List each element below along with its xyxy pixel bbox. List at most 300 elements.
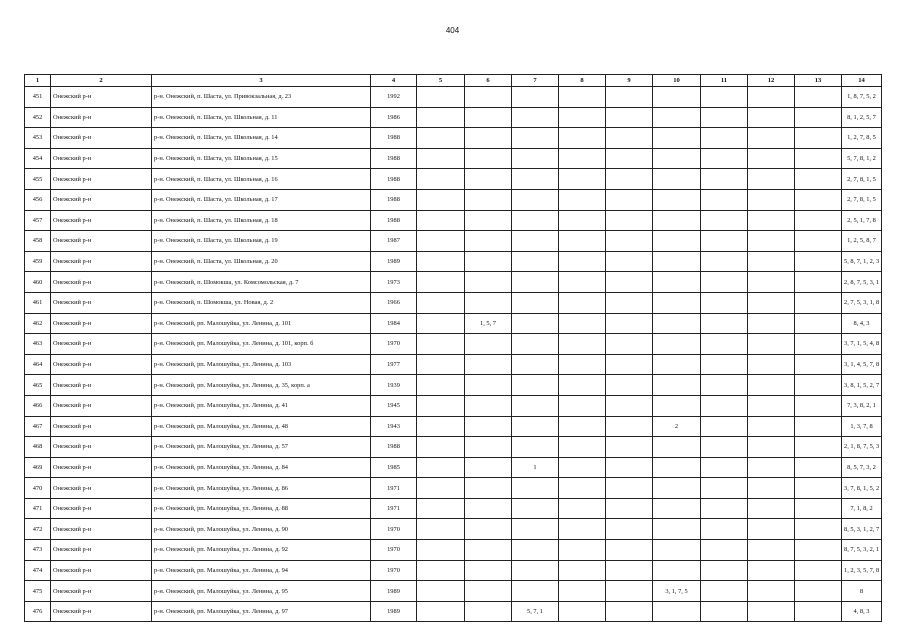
year-cell: 1987: [371, 231, 417, 252]
col6-cell: [465, 416, 512, 437]
table-row: [25, 519, 882, 540]
address-cell: р-н. Онежский, рп. Малошуйка, ул. Ленина, д. 35, корп. а: [152, 375, 371, 396]
address-cell: р-н. Онежский, п. Шаста, ул. Школьная, д. 18: [152, 210, 371, 231]
address-cell: р-н. Онежский, рп. Малошуйка, ул. Ленина, д. 57: [152, 437, 371, 458]
col5-cell: [417, 601, 465, 622]
address-cell: р-н. Онежский, п. Шаста, ул. Школьная, д. 11: [152, 107, 371, 128]
col12-cell: [748, 107, 795, 128]
col6-cell: 1, 5, 7: [465, 313, 512, 334]
address-cell: р-н. Онежский, рп. Малошуйка, ул. Ленина, д. 88: [152, 498, 371, 519]
year-cell: 1945: [371, 395, 417, 416]
col14-cell: 7, 3, 8, 2, 1: [842, 395, 882, 416]
year-cell: 1989: [371, 581, 417, 602]
col13-cell: [795, 601, 842, 622]
col7-cell: [512, 416, 559, 437]
col12-cell: [748, 313, 795, 334]
col13-cell: [795, 457, 842, 478]
col8-cell: [559, 189, 606, 210]
col14-cell: 8, 4, 3: [842, 313, 882, 334]
col8-cell: [559, 354, 606, 375]
district-cell: Онежский р-н: [51, 354, 152, 375]
table-row: [25, 560, 882, 581]
col14-cell: 5, 8, 7, 1, 2, 3: [842, 251, 882, 272]
row-number: 459: [25, 251, 51, 272]
col8-cell: [559, 313, 606, 334]
col7-cell: [512, 354, 559, 375]
col5-cell: [417, 375, 465, 396]
col11-cell: [701, 581, 748, 602]
col11-cell: [701, 334, 748, 355]
col7-cell: [512, 128, 559, 149]
col10-cell: [653, 540, 701, 561]
table-row: [25, 581, 882, 602]
col13-cell: [795, 416, 842, 437]
address-cell: р-н. Онежский, п. Шаста, ул. Школьная, д. 16: [152, 169, 371, 190]
table-row: [25, 210, 882, 231]
col6-cell: [465, 375, 512, 396]
col9-cell: [606, 210, 653, 231]
col5-cell: [417, 457, 465, 478]
col14-cell: 3, 7, 1, 5, 4, 8: [842, 334, 882, 355]
row-number: 471: [25, 498, 51, 519]
col10-cell: [653, 251, 701, 272]
address-cell: р-н. Онежский, п. Шаста, ул. Школьная, д. 17: [152, 189, 371, 210]
column-header-2: 2: [51, 75, 152, 87]
col13-cell: [795, 581, 842, 602]
col7-cell: [512, 169, 559, 190]
row-number: 455: [25, 169, 51, 190]
district-cell: Онежский р-н: [51, 313, 152, 334]
col6-cell: [465, 478, 512, 499]
column-header-5: 5: [417, 75, 465, 87]
col9-cell: [606, 437, 653, 458]
col11-cell: [701, 416, 748, 437]
district-cell: Онежский р-н: [51, 395, 152, 416]
col8-cell: [559, 272, 606, 293]
col13-cell: [795, 437, 842, 458]
table-row: [25, 169, 882, 190]
col7-cell: [512, 498, 559, 519]
col14-cell: 7, 1, 8, 2: [842, 498, 882, 519]
col11-cell: [701, 87, 748, 108]
col5-cell: [417, 581, 465, 602]
row-number: 464: [25, 354, 51, 375]
col14-cell: 8, 5, 3, 1, 2, 7: [842, 519, 882, 540]
col9-cell: [606, 354, 653, 375]
col10-cell: [653, 354, 701, 375]
col10-cell: [653, 498, 701, 519]
col13-cell: [795, 189, 842, 210]
col8-cell: [559, 87, 606, 108]
col6-cell: [465, 128, 512, 149]
col5-cell: [417, 354, 465, 375]
col11-cell: [701, 601, 748, 622]
col12-cell: [748, 148, 795, 169]
address-cell: р-н. Онежский, рп. Малошуйка, ул. Ленина, д. 101: [152, 313, 371, 334]
table-row: [25, 395, 882, 416]
col12-cell: [748, 478, 795, 499]
col11-cell: [701, 148, 748, 169]
col14-cell: 2, 8, 7, 5, 3, 1: [842, 272, 882, 293]
col12-cell: [748, 251, 795, 272]
col7-cell: [512, 189, 559, 210]
col14-cell: 1, 2, 5, 8, 7: [842, 231, 882, 252]
col9-cell: [606, 189, 653, 210]
col6-cell: [465, 272, 512, 293]
col12-cell: [748, 128, 795, 149]
col5-cell: [417, 416, 465, 437]
col11-cell: [701, 272, 748, 293]
col11-cell: [701, 395, 748, 416]
column-header-4: 4: [371, 75, 417, 87]
col9-cell: [606, 457, 653, 478]
col7-cell: [512, 334, 559, 355]
address-cell: р-н. Онежский, п. Шаста, ул. Школьная, д. 15: [152, 148, 371, 169]
col8-cell: [559, 581, 606, 602]
table-row: [25, 334, 882, 355]
col9-cell: [606, 251, 653, 272]
year-cell: 1992: [371, 87, 417, 108]
col7-cell: [512, 375, 559, 396]
col8-cell: [559, 560, 606, 581]
col11-cell: [701, 354, 748, 375]
year-cell: 1970: [371, 334, 417, 355]
year-cell: 1985: [371, 457, 417, 478]
col14-cell: 4, 8, 3: [842, 601, 882, 622]
col11-cell: [701, 313, 748, 334]
col11-cell: [701, 231, 748, 252]
col7-cell: [512, 519, 559, 540]
col10-cell: [653, 272, 701, 293]
col12-cell: [748, 601, 795, 622]
district-cell: Онежский р-н: [51, 457, 152, 478]
col9-cell: [606, 292, 653, 313]
col7-cell: [512, 107, 559, 128]
col9-cell: [606, 313, 653, 334]
year-cell: 1986: [371, 107, 417, 128]
table-row: [25, 313, 882, 334]
col9-cell: [606, 395, 653, 416]
col5-cell: [417, 231, 465, 252]
col9-cell: [606, 169, 653, 190]
col12-cell: [748, 437, 795, 458]
col11-cell: [701, 292, 748, 313]
address-cell: р-н. Онежский, п. Шомокша, ул. Новая, д. 2: [152, 292, 371, 313]
row-number: 472: [25, 519, 51, 540]
col5-cell: [417, 87, 465, 108]
address-cell: р-н. Онежский, рп. Малошуйка, ул. Ленина, д. 92: [152, 540, 371, 561]
col12-cell: [748, 210, 795, 231]
year-cell: 1989: [371, 251, 417, 272]
table-row: [25, 292, 882, 313]
district-cell: Онежский р-н: [51, 251, 152, 272]
address-cell: р-н. Онежский, п. Шаста, ул. Школьная, д. 20: [152, 251, 371, 272]
col6-cell: [465, 498, 512, 519]
col6-cell: [465, 519, 512, 540]
col11-cell: [701, 128, 748, 149]
row-number: 473: [25, 540, 51, 561]
col5-cell: [417, 519, 465, 540]
col6-cell: [465, 210, 512, 231]
col7-cell: 1: [512, 457, 559, 478]
year-cell: 1984: [371, 313, 417, 334]
table-row: [25, 375, 882, 396]
col14-cell: 3, 1, 4, 5, 7, 8: [842, 354, 882, 375]
district-cell: Онежский р-н: [51, 231, 152, 252]
address-cell: р-н. Онежский, рп. Малошуйка, ул. Ленина, д. 84: [152, 457, 371, 478]
col7-cell: [512, 560, 559, 581]
col14-cell: 8: [842, 581, 882, 602]
col8-cell: [559, 498, 606, 519]
address-cell: р-н. Онежский, п. Шаста, ул. Привокзальная, д. 23: [152, 87, 371, 108]
col7-cell: [512, 313, 559, 334]
col10-cell: [653, 375, 701, 396]
row-number: 475: [25, 581, 51, 602]
district-cell: Онежский р-н: [51, 169, 152, 190]
col13-cell: [795, 334, 842, 355]
col12-cell: [748, 395, 795, 416]
district-cell: Онежский р-н: [51, 478, 152, 499]
col14-cell: 2, 7, 8, 1, 5: [842, 189, 882, 210]
col13-cell: [795, 148, 842, 169]
col6-cell: [465, 395, 512, 416]
col12-cell: [748, 581, 795, 602]
column-header-8: 8: [559, 75, 606, 87]
col14-cell: 5, 7, 8, 1, 2: [842, 148, 882, 169]
col11-cell: [701, 189, 748, 210]
col8-cell: [559, 437, 606, 458]
col13-cell: [795, 313, 842, 334]
col5-cell: [417, 272, 465, 293]
col10-cell: [653, 519, 701, 540]
col12-cell: [748, 334, 795, 355]
col10-cell: [653, 313, 701, 334]
col14-cell: 3, 7, 8, 1, 5, 2: [842, 478, 882, 499]
col5-cell: [417, 251, 465, 272]
col7-cell: 5, 7, 1: [512, 601, 559, 622]
row-number: 458: [25, 231, 51, 252]
address-cell: р-н. Онежский, рп. Малошуйка, ул. Ленина, д. 86: [152, 478, 371, 499]
col12-cell: [748, 231, 795, 252]
col10-cell: [653, 87, 701, 108]
table-row: [25, 128, 882, 149]
year-cell: 1970: [371, 519, 417, 540]
row-number: 466: [25, 395, 51, 416]
column-header-14: 14: [842, 75, 882, 87]
col7-cell: [512, 292, 559, 313]
col9-cell: [606, 498, 653, 519]
col10-cell: [653, 601, 701, 622]
table-row: [25, 354, 882, 375]
col7-cell: [512, 148, 559, 169]
col5-cell: [417, 169, 465, 190]
col13-cell: [795, 478, 842, 499]
col11-cell: [701, 519, 748, 540]
table-row: [25, 437, 882, 458]
col11-cell: [701, 478, 748, 499]
table-row: [25, 231, 882, 252]
year-cell: 1977: [371, 354, 417, 375]
col12-cell: [748, 292, 795, 313]
col13-cell: [795, 87, 842, 108]
address-cell: р-н. Онежский, рп. Малошуйка, ул. Ленина, д. 41: [152, 395, 371, 416]
address-cell: р-н. Онежский, п. Шаста, ул. Школьная, д. 14: [152, 128, 371, 149]
row-number: 454: [25, 148, 51, 169]
col5-cell: [417, 478, 465, 499]
col6-cell: [465, 437, 512, 458]
col9-cell: [606, 519, 653, 540]
row-number: 460: [25, 272, 51, 293]
col5-cell: [417, 107, 465, 128]
col12-cell: [748, 416, 795, 437]
row-number: 461: [25, 292, 51, 313]
col14-cell: 8, 5, 7, 3, 2: [842, 457, 882, 478]
col8-cell: [559, 334, 606, 355]
col9-cell: [606, 231, 653, 252]
col5-cell: [417, 334, 465, 355]
col6-cell: [465, 354, 512, 375]
address-cell: р-н. Онежский, рп. Малошуйка, ул. Ленина, д. 90: [152, 519, 371, 540]
district-cell: Онежский р-н: [51, 601, 152, 622]
col5-cell: [417, 148, 465, 169]
address-cell: р-н. Онежский, рп. Малошуйка, ул. Ленина, д. 97: [152, 601, 371, 622]
col9-cell: [606, 478, 653, 499]
year-cell: 1988: [371, 210, 417, 231]
col13-cell: [795, 354, 842, 375]
row-number: 456: [25, 189, 51, 210]
col6-cell: [465, 581, 512, 602]
col12-cell: [748, 189, 795, 210]
col8-cell: [559, 210, 606, 231]
col8-cell: [559, 478, 606, 499]
col6-cell: [465, 107, 512, 128]
district-cell: Онежский р-н: [51, 375, 152, 396]
table-row: [25, 107, 882, 128]
col9-cell: [606, 334, 653, 355]
table-row: [25, 251, 882, 272]
col11-cell: [701, 498, 748, 519]
district-cell: Онежский р-н: [51, 292, 152, 313]
district-cell: Онежский р-н: [51, 148, 152, 169]
col5-cell: [417, 128, 465, 149]
col10-cell: [653, 395, 701, 416]
table-row: [25, 416, 882, 437]
col14-cell: 8, 1, 2, 5, 7: [842, 107, 882, 128]
year-cell: 1973: [371, 272, 417, 293]
col9-cell: [606, 601, 653, 622]
column-header-9: 9: [606, 75, 653, 87]
col8-cell: [559, 292, 606, 313]
year-cell: 1939: [371, 375, 417, 396]
year-cell: 1989: [371, 601, 417, 622]
table-row: [25, 498, 882, 519]
col8-cell: [559, 169, 606, 190]
year-cell: 1943: [371, 416, 417, 437]
col5-cell: [417, 560, 465, 581]
col13-cell: [795, 251, 842, 272]
col12-cell: [748, 457, 795, 478]
col11-cell: [701, 560, 748, 581]
col12-cell: [748, 375, 795, 396]
col8-cell: [559, 601, 606, 622]
district-cell: Онежский р-н: [51, 560, 152, 581]
col5-cell: [417, 292, 465, 313]
col10-cell: 3, 1, 7, 5: [653, 581, 701, 602]
col5-cell: [417, 540, 465, 561]
table-row: [25, 148, 882, 169]
col6-cell: [465, 169, 512, 190]
col6-cell: [465, 231, 512, 252]
district-cell: Онежский р-н: [51, 519, 152, 540]
col11-cell: [701, 169, 748, 190]
col9-cell: [606, 416, 653, 437]
col8-cell: [559, 457, 606, 478]
col5-cell: [417, 313, 465, 334]
col8-cell: [559, 107, 606, 128]
col8-cell: [559, 416, 606, 437]
col10-cell: [653, 107, 701, 128]
col8-cell: [559, 231, 606, 252]
col8-cell: [559, 251, 606, 272]
col9-cell: [606, 540, 653, 561]
col5-cell: [417, 437, 465, 458]
row-number: 463: [25, 334, 51, 355]
col6-cell: [465, 601, 512, 622]
col11-cell: [701, 540, 748, 561]
column-header-11: 11: [701, 75, 748, 87]
address-cell: р-н. Онежский, рп. Малошуйка, ул. Ленина, д. 101, корп. б: [152, 334, 371, 355]
col9-cell: [606, 581, 653, 602]
col8-cell: [559, 519, 606, 540]
col10-cell: [653, 128, 701, 149]
col5-cell: [417, 395, 465, 416]
col13-cell: [795, 560, 842, 581]
col5-cell: [417, 210, 465, 231]
district-cell: Онежский р-н: [51, 334, 152, 355]
col12-cell: [748, 540, 795, 561]
year-cell: 1988: [371, 128, 417, 149]
year-cell: 1988: [371, 148, 417, 169]
col6-cell: [465, 251, 512, 272]
col10-cell: [653, 292, 701, 313]
column-header-1: 1: [25, 75, 51, 87]
district-cell: Онежский р-н: [51, 540, 152, 561]
col7-cell: [512, 581, 559, 602]
row-number: 457: [25, 210, 51, 231]
col14-cell: 1, 2, 7, 8, 5: [842, 128, 882, 149]
col14-cell: 1, 8, 7, 5, 2: [842, 87, 882, 108]
col7-cell: [512, 540, 559, 561]
col6-cell: [465, 87, 512, 108]
col11-cell: [701, 210, 748, 231]
col9-cell: [606, 128, 653, 149]
district-cell: Онежский р-н: [51, 210, 152, 231]
col9-cell: [606, 107, 653, 128]
table-row: [25, 478, 882, 499]
col10-cell: [653, 437, 701, 458]
col13-cell: [795, 231, 842, 252]
col9-cell: [606, 560, 653, 581]
year-cell: 1971: [371, 498, 417, 519]
col13-cell: [795, 210, 842, 231]
col10-cell: [653, 189, 701, 210]
col13-cell: [795, 375, 842, 396]
col8-cell: [559, 148, 606, 169]
col5-cell: [417, 189, 465, 210]
column-header-12: 12: [748, 75, 795, 87]
col7-cell: [512, 210, 559, 231]
year-cell: 1970: [371, 540, 417, 561]
